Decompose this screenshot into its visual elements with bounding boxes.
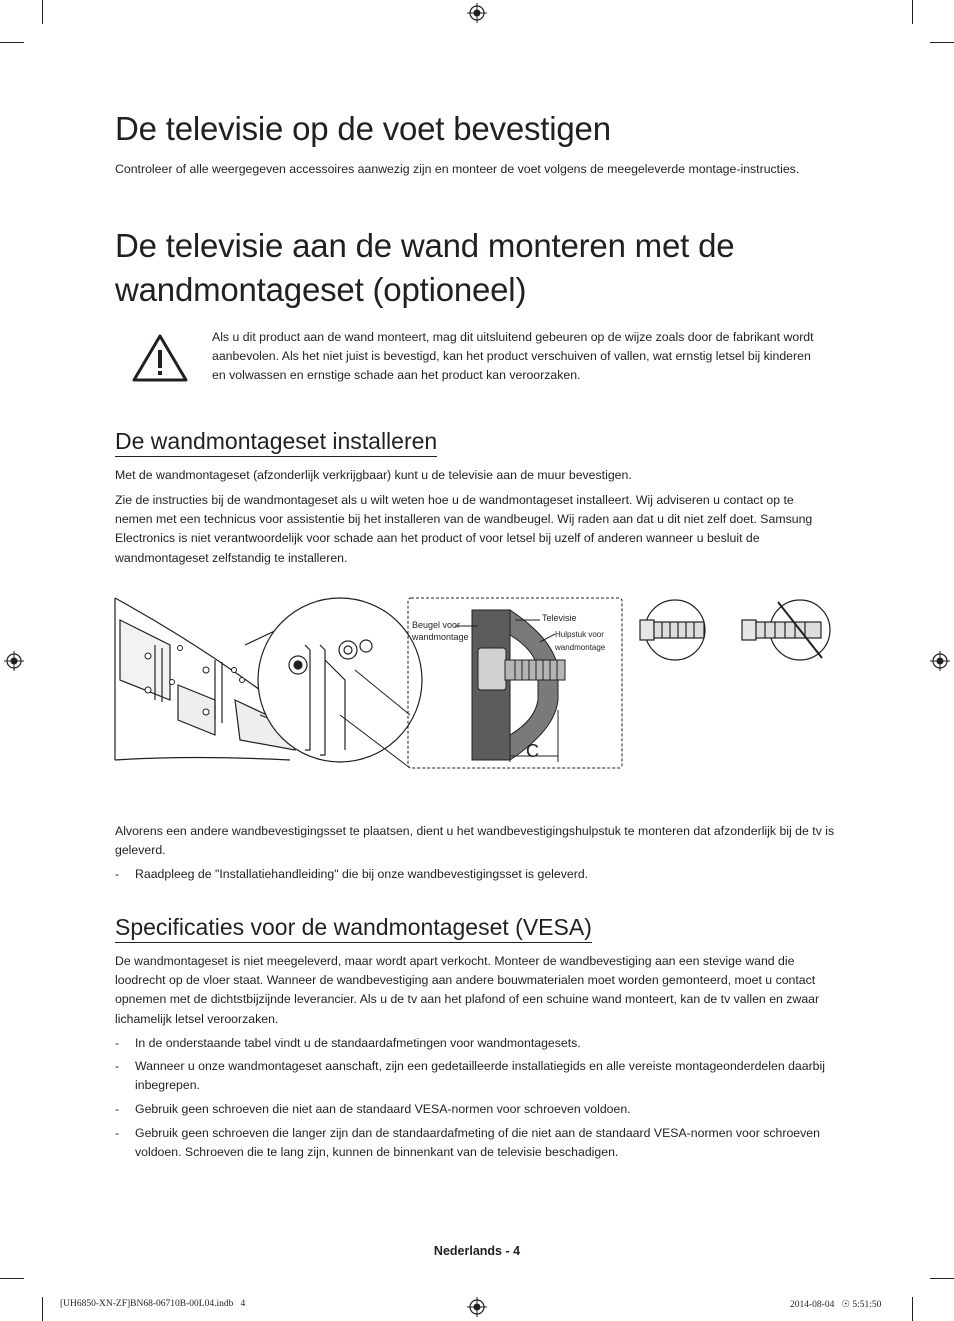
crop-mark (930, 1278, 954, 1279)
install-paragraph-1: Met de wandmontageset (afzonderlijk verkrijgbaar) kunt u de televisie aan de muur bevestigen. (115, 468, 632, 482)
install-paragraph-2: Zie de instructies bij de wandmontageset als u wilt weten hoe u de wandmontageset installeert. Wij adviseren u contact op te nemen met een technicus voor assistentie bij het installeren van de wandbeugel. Wij raden aan dat u dit niet zelf doet. Samsung Electronics is niet verantwoordelijk voor schade aan het product of voor letsel bij uzelf of anderen wanneer u besluit de wandmontageset zelfstandig te installeren. (115, 493, 813, 565)
crop-mark (0, 42, 24, 43)
screw-correct-icon (640, 600, 705, 660)
install-title: De wandmontageset installeren (115, 427, 437, 457)
vesa-bullet (115, 1057, 835, 1097)
crop-mark (912, 0, 913, 24)
bullet-text: Gebruik geen schroeven die niet aan de standaard VESA-normen voor schroeven voldoen. (135, 1102, 631, 1116)
label-bracket-line1: Beugel voor (412, 620, 461, 630)
stand-text: Controleer of alle weergegeven accessoires aanwezig zijn en monteer de voet volgens de meegeleverde montage-instructies. (115, 162, 800, 176)
registration-mark-icon (930, 651, 950, 671)
file-reference: [UH6850-XN-ZF]BN68-06710B-00L04.indb 4 (60, 1299, 246, 1309)
bullet-dash: - (115, 1059, 120, 1073)
crop-mark (930, 42, 954, 43)
bullet-dash: - (115, 867, 120, 881)
vesa-bullet (115, 1034, 835, 1054)
bullet-text: Wanneer u onze wandmontageset aanschaft, zijn een gedetailleerde installatiegids en alle vereiste montageonderdelen daarbij inbegrepen. (135, 1059, 825, 1093)
screw-incorrect-icon (742, 600, 830, 660)
page-number: Nederlands - 4 (433, 1244, 521, 1258)
registration-mark-icon (467, 3, 487, 23)
bullet-text: In de onderstaande tabel vindt u de standaardafmetingen voor wandmontagesets. (135, 1036, 581, 1050)
registration-mark-icon (4, 651, 24, 671)
vesa-bullet (115, 1100, 835, 1120)
figure-label-adapter (555, 628, 605, 654)
vesa-bullet (115, 1124, 835, 1164)
label-bracket-line2: wandmontage (412, 632, 469, 642)
figure-label-tv: Televisie (542, 613, 577, 623)
wall-mount-title-line1: De televisie aan de wand monteren met de (115, 227, 735, 264)
crop-mark (0, 1278, 24, 1279)
wall-mount-figure (110, 590, 840, 780)
bullet-text: Gebruik geen schroeven die langer zijn dan de standaardafmeting of die niet aan de standaard VESA-normen voor schroeven voldoen. Schroeven die te lang zijn, kunnen de binnenkant van de televisie beschadigen. (135, 1126, 820, 1160)
label-adapter-line2: wandmontage (555, 643, 606, 652)
install-heading (115, 427, 437, 457)
warning-triangle-icon (131, 333, 189, 383)
cross-section (455, 610, 565, 762)
crop-mark (912, 1297, 913, 1321)
bullet-text: Raadpleeg de "Installatiehandleiding" die bij onze wandbevestigingsset is geleverd. (135, 867, 589, 881)
bullet-dash: - (115, 1036, 120, 1050)
registration-mark-icon (467, 1297, 487, 1317)
warning-text: Als u dit product aan de wand monteert, mag dit uitsluitend gebeuren op de wijze zoals door de fabrikant wordt aanbevolen. Als het niet juist is bevestigd, kan het product verschuiven of vallen, wat ernstig letsel bij kinderen en volwassen en ernstige schade aan het product kan veroorzaken. (212, 330, 814, 383)
vesa-paragraph: De wandmontageset is niet meegeleverd, maar wordt apart verkocht. Monteer de wandbevestiging aan een stevige wand die loodrecht op de vloer staat. Wanneer de wandbevestiging aan andere bouwmaterialen moet worden gemonteerd, moet u contact opnemen met de dichtstbijzijnde leverancier. Als u de tv aan het plafond of een schuine wand monteert, kan de tv vallen en zwaar lichamelijk letsel veroorzaken. (115, 954, 820, 1026)
figure-label-bracket (412, 619, 469, 643)
figure-label-c: C (526, 741, 539, 761)
wall-mount-title-line2: wandmontageset (optioneel) (115, 271, 527, 308)
print-timestamp: 2014-08-04 ☉ 5:51:50 (790, 1300, 882, 1310)
label-adapter-line1: Hulpstuk voor (555, 630, 604, 639)
bullet-dash: - (115, 1102, 120, 1116)
bullet-dash: - (115, 1126, 120, 1140)
vesa-title: Specificaties voor de wandmontageset (VESA) (115, 913, 592, 943)
vesa-heading (115, 913, 592, 943)
stand-title: De televisie op de voet bevestigen (115, 110, 611, 147)
after-figure-bullet (115, 865, 835, 885)
crop-mark (42, 1297, 43, 1321)
crop-mark (42, 0, 43, 24)
after-figure-paragraph: Alvorens een andere wandbevestigingsset te plaatsen, dient u het wandbevestigingshulpstuk te monteren dat afzonderlijk bij de tv is geleverd. (115, 824, 835, 858)
